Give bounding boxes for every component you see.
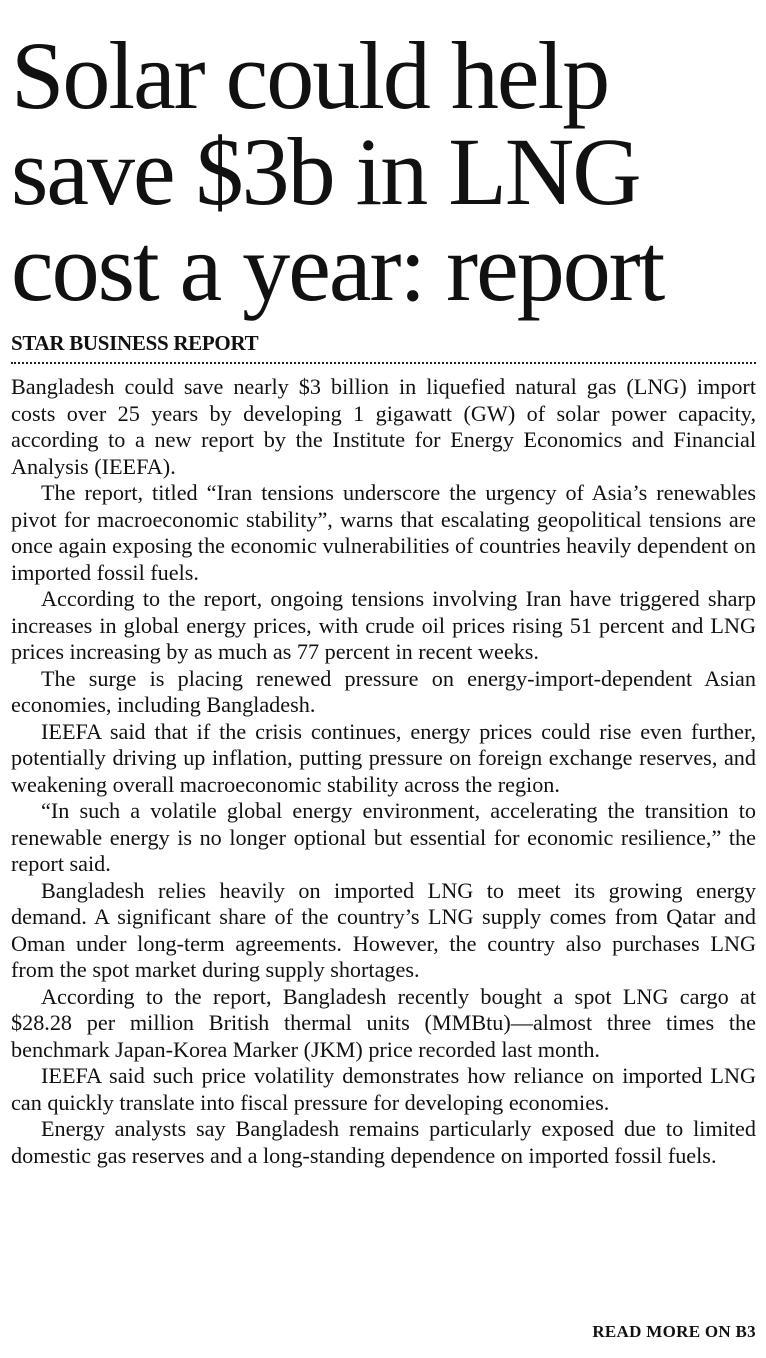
paragraph: The report, titled “Iran tensions underscore the urgency of Asia’s renewables pivot for macroeconomic stability”, warns that escalating geopolitical tensions are once again exposing the economic vulnerabilities of countries heavily dependent on imported fossil fuels. [11, 480, 756, 585]
headline: Solar could help save $3b in LNG cost a year: report [11, 22, 664, 321]
paragraph: Energy analysts say Bangladesh remains particularly exposed due to limited domestic gas reserves and a long-standing dependence on imported fossil fuels. [11, 1116, 756, 1168]
news-article [11, 0, 756, 1169]
paragraph: “In such a volatile global energy environment, accelerating the transition to renewable energy is no longer optional but essential for economic resilience,” the report said. [11, 798, 756, 876]
read-more-link: READ MORE ON B3 [592, 1322, 756, 1341]
paragraph: IEEFA said that if the crisis continues, energy prices could rise even further, potentially driving up inflation, putting pressure on foreign exchange reserves, and weakening overall macroeconomic stability across the region. [11, 718, 756, 797]
paragraph: According to the report, Bangladesh recently bought a spot LNG cargo at $28.28 per million British thermal units (MMBtu)—almost three times the benchmark Japan-Korea Marker (JKM) price recorded last month. [11, 983, 756, 1062]
paragraph: Bangladesh could save nearly $3 billion in liquefied natural gas (LNG) import costs over 25 years by developing 1 gigawatt (GW) of solar power capacity, according to a new report by the Institute for Energy Economics and Financial Analysis (IEEFA). [11, 374, 756, 479]
paragraph: The surge is placing renewed pressure on energy-import-dependent Asian economies, including Bangladesh. [11, 665, 756, 717]
paragraph: According to the report, ongoing tensions involving Iran have triggered sharp increases in global energy prices, with crude oil prices rising 51 percent and LNG prices increasing by as much as 77 percent in recent weeks. [11, 586, 756, 664]
paragraph: Bangladesh relies heavily on imported LNG to meet its growing energy demand. A significant share of the country’s LNG supply comes from Qatar and Oman under long-term agreements. However, the country also purchases LNG from the spot market during supply shortages. [11, 877, 756, 982]
paragraph: IEEFA said such price volatility demonstrates how reliance on imported LNG can quickly translate into fiscal pressure for developing economies. [11, 1063, 756, 1115]
byline: STAR BUSINESS REPORT [11, 330, 756, 364]
article-body [11, 374, 756, 1169]
